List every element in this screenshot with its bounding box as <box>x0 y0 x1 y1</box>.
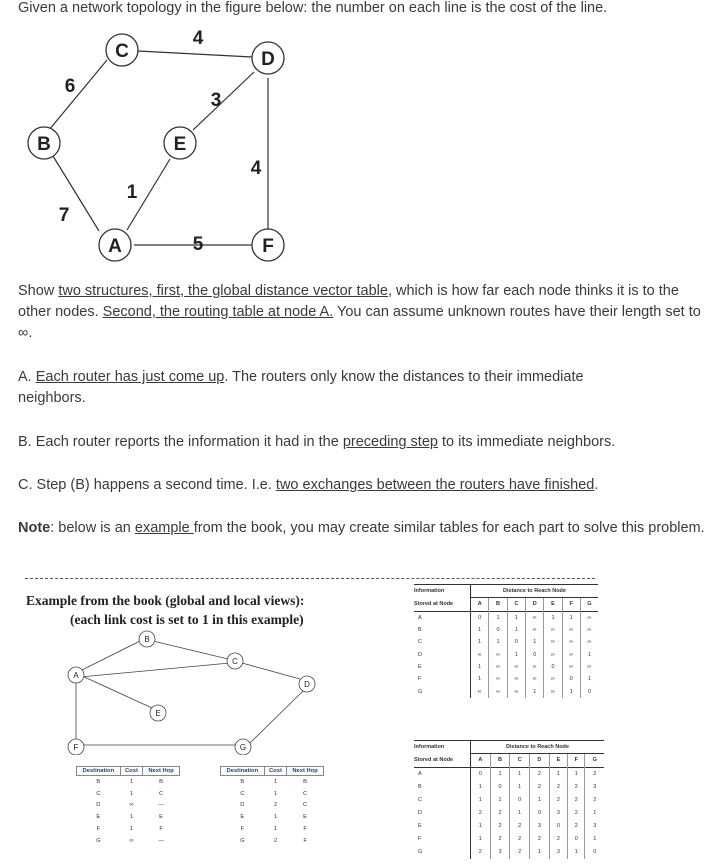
table-cell: ∞ <box>526 673 544 685</box>
table-cell: 2 <box>549 781 567 794</box>
table-cell: 1 <box>526 685 544 697</box>
column-header: E <box>549 754 567 767</box>
table-row <box>221 800 324 812</box>
table-cell: E <box>96 814 101 821</box>
example-node-c <box>227 653 243 669</box>
table-cell: 0 <box>526 648 544 660</box>
table-cell: 0 <box>471 611 489 624</box>
stored-at-label: Stored at Node <box>414 598 471 611</box>
table-row <box>414 794 604 807</box>
table-cell: 1 <box>507 624 525 636</box>
table-cell: C <box>303 802 308 809</box>
table-row <box>414 846 604 859</box>
stored-at-label: Stored at Node <box>414 754 471 767</box>
table-cell: ∞ <box>544 624 562 636</box>
table-cell: D <box>240 802 245 809</box>
table-row <box>414 820 604 833</box>
distance-label: Distance to Reach Node <box>471 585 599 598</box>
svg-text:E: E <box>173 134 187 155</box>
table-cell: ∞ <box>580 636 598 648</box>
example-subtitle: (each link cost is set to 1 in this example) <box>70 612 304 627</box>
distance-table-initial <box>414 584 598 698</box>
note-text: : below is an <box>50 520 135 536</box>
table-cell: 2 <box>510 833 530 846</box>
table-cell: ∞ <box>489 648 507 660</box>
table-row <box>414 648 598 660</box>
table-cell: 0 <box>549 820 567 833</box>
table-cell: ∞ <box>544 685 562 697</box>
table-cell: ∞ <box>562 648 580 660</box>
table-cell: 3 <box>490 846 510 859</box>
table-cell: 1 <box>580 673 598 685</box>
table-cell: 1 <box>273 790 278 797</box>
table-row <box>221 788 324 800</box>
column-header: F <box>568 754 585 767</box>
part-a-prefix: A. <box>18 369 36 385</box>
example-node-b <box>139 631 155 647</box>
column-header: D <box>530 754 550 767</box>
table-cell: 2 <box>273 837 278 844</box>
table-cell: ∞ <box>544 636 562 648</box>
row-node: D <box>414 807 471 820</box>
table-cell: ∞ <box>489 661 507 673</box>
table-cell: 0 <box>568 833 585 846</box>
svg-text:A: A <box>73 671 79 680</box>
table-cell: 1 <box>129 778 134 785</box>
table-cell: 1 <box>129 826 134 833</box>
routing-a-header-1: Cost <box>120 767 143 776</box>
table-cell: 1 <box>471 673 489 685</box>
table-cell: 1 <box>510 781 530 794</box>
svg-text:G: G <box>239 743 247 752</box>
table-cell: 1 <box>129 790 134 797</box>
table-cell: 2 <box>530 833 550 846</box>
part-c-underline: two exchanges between the routers have finished <box>275 477 595 493</box>
note-text-2: from the book, you may create similar tables for each part to solve this problem. <box>193 520 705 536</box>
table-cell: F <box>240 826 245 833</box>
table-cell: ∞ <box>544 648 562 660</box>
edge-cost-c-d: 4 <box>192 28 204 49</box>
table-cell: 0 <box>510 794 530 807</box>
table-cell: 2 <box>530 781 550 794</box>
row-node: A <box>414 767 471 781</box>
table-row <box>221 835 324 847</box>
table-cell: 0 <box>530 807 550 820</box>
row-node: B <box>414 624 471 636</box>
edge-cost-b-c: 6 <box>64 76 76 97</box>
table-row <box>221 776 324 788</box>
table-cell: 1 <box>568 846 585 859</box>
topology-node-c <box>106 34 138 66</box>
table-cell: 1 <box>507 611 525 624</box>
table-cell: 2 <box>471 846 491 859</box>
edge-cost-b-a: 7 <box>58 205 70 226</box>
table-cell: 0 <box>490 781 510 794</box>
table-cell: E <box>240 814 245 821</box>
column-header: D <box>526 598 544 611</box>
table-cell: 3 <box>585 820 604 833</box>
table-cell: 1 <box>530 846 550 859</box>
table-cell: ∞ <box>526 624 544 636</box>
instructions-underline-1: two structures, first, the global distance vector table <box>58 283 388 299</box>
intro-text: Given a network topology in the figure below: the number on each line is the cost of the line. <box>18 0 608 16</box>
table-cell: — <box>158 802 164 809</box>
table-row <box>77 823 180 835</box>
table-cell: 3 <box>549 807 567 820</box>
table-cell: 1 <box>585 833 604 846</box>
table-cell: C <box>240 790 245 797</box>
example-node-f <box>68 739 84 755</box>
instructions-text: Show <box>18 283 59 299</box>
table-cell: 1 <box>489 611 507 624</box>
table-cell: ∞ <box>562 661 580 673</box>
svg-text:C: C <box>232 657 238 666</box>
table-cell: 2 <box>510 846 530 859</box>
table-cell: 1 <box>510 807 530 820</box>
table-cell: 2 <box>568 794 585 807</box>
edge-cost-e-d: 3 <box>210 90 222 111</box>
table-cell: 1 <box>507 648 525 660</box>
table-cell: 3 <box>549 846 567 859</box>
table-cell: ∞ <box>507 661 525 673</box>
table-cell: 1 <box>471 794 491 807</box>
table-row <box>221 811 324 823</box>
table-cell: F <box>96 826 101 833</box>
note-label: Note <box>18 520 51 536</box>
edge-cost-a-e: 1 <box>126 182 138 203</box>
table-cell: B <box>303 778 308 785</box>
table-cell: ∞ <box>562 636 580 648</box>
table-cell: 1 <box>471 661 489 673</box>
table-cell: B <box>159 778 164 785</box>
table-cell: ∞ <box>129 837 134 844</box>
table-cell: C <box>159 790 164 797</box>
table-cell: G <box>96 837 101 844</box>
table-cell: 1 <box>273 814 278 821</box>
row-node: G <box>414 685 471 697</box>
column-header: B <box>490 754 510 767</box>
topology-node-d <box>252 42 284 74</box>
table-cell: 2 <box>471 807 491 820</box>
column-header: B <box>489 598 507 611</box>
table-cell: 2 <box>273 802 278 809</box>
table-cell: 1 <box>273 826 278 833</box>
topology-node-b <box>28 127 60 159</box>
routing-b-header-2: Next Hop <box>287 767 324 776</box>
table-cell: ∞ <box>507 685 525 697</box>
topology-node-a <box>99 229 131 261</box>
svg-text:E: E <box>155 709 161 718</box>
table-cell: ∞ <box>489 685 507 697</box>
part-a-text: . The routers only know the distances to their immediate neighbors. <box>18 369 584 406</box>
table-cell: 2 <box>490 807 510 820</box>
table-cell: 1 <box>530 794 550 807</box>
table-cell: 1 <box>544 611 562 624</box>
row-node: B <box>414 781 471 794</box>
column-header: G <box>585 754 604 767</box>
instructions-text-2: , which is how far each node thinks it is to the other nodes. <box>18 283 679 320</box>
table-cell: 1 <box>471 636 489 648</box>
table-cell: 2 <box>568 781 585 794</box>
table-row <box>414 833 604 846</box>
table-cell: 0 <box>585 846 604 859</box>
table-cell: 1 <box>562 611 580 624</box>
table-cell: ∞ <box>580 661 598 673</box>
table-cell: B <box>96 778 101 785</box>
svg-text:D: D <box>261 49 275 70</box>
routing-b-header-1: Cost <box>264 767 287 776</box>
part-c-text: C. Step (B) happens a second time. I.e. <box>18 477 276 493</box>
table-cell: 2 <box>568 807 585 820</box>
row-node: G <box>414 846 471 859</box>
table-cell: ∞ <box>471 648 489 660</box>
info-label: Information <box>414 585 471 598</box>
edge-cost-d-f: 4 <box>250 158 262 179</box>
routing-b-header-0: Destination <box>221 767 265 776</box>
routing-a-header-2: Next Hop <box>143 767 180 776</box>
table-row <box>77 811 180 823</box>
column-header: F <box>562 598 580 611</box>
example-divider <box>25 578 595 579</box>
table-cell: ∞ <box>471 685 489 697</box>
instructions-underline-2: Second, the routing table at node A. <box>102 304 334 320</box>
table-cell: 0 <box>580 685 598 697</box>
table-row <box>77 788 180 800</box>
row-node: E <box>414 661 471 673</box>
row-node: F <box>414 833 471 846</box>
table-cell: 1 <box>549 767 567 781</box>
row-node: E <box>414 820 471 833</box>
table-row <box>414 661 598 673</box>
example-title: Example from the book (global and local views): <box>26 593 305 608</box>
table-cell: E <box>159 814 164 821</box>
column-header: A <box>471 598 489 611</box>
table-cell: F <box>303 826 307 833</box>
table-cell: 2 <box>585 767 604 781</box>
table-row <box>414 636 598 648</box>
part-b-paragraph <box>18 432 718 453</box>
table-cell: F <box>303 837 307 844</box>
table-cell: 1 <box>510 767 530 781</box>
svg-text:C: C <box>115 41 129 62</box>
instructions-text-3: You can assume unknown routes have their length set to ∞. <box>18 304 701 341</box>
table-cell: C <box>96 790 101 797</box>
table-cell: 3 <box>530 820 550 833</box>
row-node: D <box>414 648 471 660</box>
table-cell: ∞ <box>580 611 598 624</box>
table-cell: 2 <box>549 833 567 846</box>
table-cell: 1 <box>129 814 134 821</box>
row-node: C <box>414 636 471 648</box>
table-cell: 0 <box>471 767 491 781</box>
table-row <box>414 807 604 820</box>
table-cell: 2 <box>585 794 604 807</box>
table-cell: 1 <box>471 624 489 636</box>
routing-table-node-b <box>220 766 324 847</box>
row-node: F <box>414 673 471 685</box>
column-header: A <box>471 754 491 767</box>
table-cell: 2 <box>568 820 585 833</box>
example-node-e <box>150 705 166 721</box>
routing-a-header-0: Destination <box>77 767 121 776</box>
column-header: C <box>510 754 530 767</box>
topology-node-f <box>252 229 284 261</box>
part-a-paragraph <box>18 367 638 409</box>
note-paragraph <box>18 518 725 539</box>
table-cell: 1 <box>471 781 491 794</box>
table-row <box>77 776 180 788</box>
table-row <box>414 685 598 697</box>
table-cell: 1 <box>580 648 598 660</box>
table-cell: G <box>240 837 245 844</box>
table-cell: F <box>159 826 163 833</box>
table-cell: 1 <box>568 767 585 781</box>
table-cell: 1 <box>471 820 491 833</box>
table-cell: 1 <box>489 636 507 648</box>
svg-text:B: B <box>144 635 150 644</box>
table-row <box>77 800 180 812</box>
column-header: C <box>507 598 525 611</box>
table-cell: 0 <box>489 624 507 636</box>
part-b-text: B. Each router reports the information it had in the <box>18 434 343 450</box>
table-cell: D <box>96 802 101 809</box>
example-node-g <box>235 739 251 755</box>
table-cell: ∞ <box>526 611 544 624</box>
table-cell: 1 <box>273 778 278 785</box>
table-cell: ∞ <box>129 802 134 809</box>
edge-cost-a-f: 5 <box>192 234 204 255</box>
table-cell: 0 <box>507 636 525 648</box>
table-row <box>414 611 598 624</box>
table-cell: E <box>303 814 308 821</box>
svg-text:F: F <box>262 236 274 257</box>
example-network-diagram <box>60 625 340 755</box>
instructions-paragraph <box>18 281 708 344</box>
table-cell: ∞ <box>580 624 598 636</box>
table-cell: ∞ <box>544 673 562 685</box>
table-cell: ∞ <box>526 661 544 673</box>
table-row <box>414 767 604 781</box>
table-cell: 2 <box>490 820 510 833</box>
table-cell: — <box>158 837 164 844</box>
part-b-underline: preceding step <box>342 434 438 450</box>
svg-text:F: F <box>73 743 79 752</box>
table-cell: ∞ <box>562 624 580 636</box>
table-cell: 1 <box>585 807 604 820</box>
part-b-text-2: to its immediate neighbors. <box>437 434 616 450</box>
table-cell: 2 <box>530 767 550 781</box>
table-cell: 0 <box>562 673 580 685</box>
table-row <box>414 624 598 636</box>
table-cell: 1 <box>490 794 510 807</box>
distance-label: Distance to Reach Node <box>471 741 605 754</box>
table-cell: 0 <box>544 661 562 673</box>
svg-text:B: B <box>37 134 51 155</box>
topology-diagram <box>0 18 320 268</box>
row-node: C <box>414 794 471 807</box>
distance-table-final <box>414 740 604 859</box>
info-label: Information <box>414 741 471 754</box>
table-row <box>414 781 604 794</box>
row-node: A <box>414 611 471 624</box>
part-c-text-2: . <box>594 477 599 493</box>
svg-text:A: A <box>108 236 122 257</box>
table-row <box>77 835 180 847</box>
part-c-paragraph <box>18 475 718 496</box>
table-cell: B <box>240 778 245 785</box>
note-underline: example <box>134 520 194 536</box>
table-cell: ∞ <box>489 673 507 685</box>
table-cell: 2 <box>490 833 510 846</box>
svg-text:D: D <box>304 680 310 689</box>
table-cell: 1 <box>490 767 510 781</box>
example-node-a <box>68 667 84 683</box>
column-header: G <box>580 598 598 611</box>
example-node-d <box>299 676 315 692</box>
table-row <box>414 673 598 685</box>
table-cell: 2 <box>510 820 530 833</box>
table-cell: C <box>303 790 308 797</box>
table-row <box>221 823 324 835</box>
table-cell: 2 <box>549 794 567 807</box>
routing-table-node-a <box>76 766 180 847</box>
topology-node-e <box>164 127 196 159</box>
part-a-underline: Each router has just come up <box>35 369 225 385</box>
table-cell: 1 <box>526 636 544 648</box>
table-cell: ∞ <box>507 673 525 685</box>
table-cell: 1 <box>471 833 491 846</box>
table-cell: 1 <box>562 685 580 697</box>
column-header: E <box>544 598 562 611</box>
table-cell: 3 <box>585 781 604 794</box>
